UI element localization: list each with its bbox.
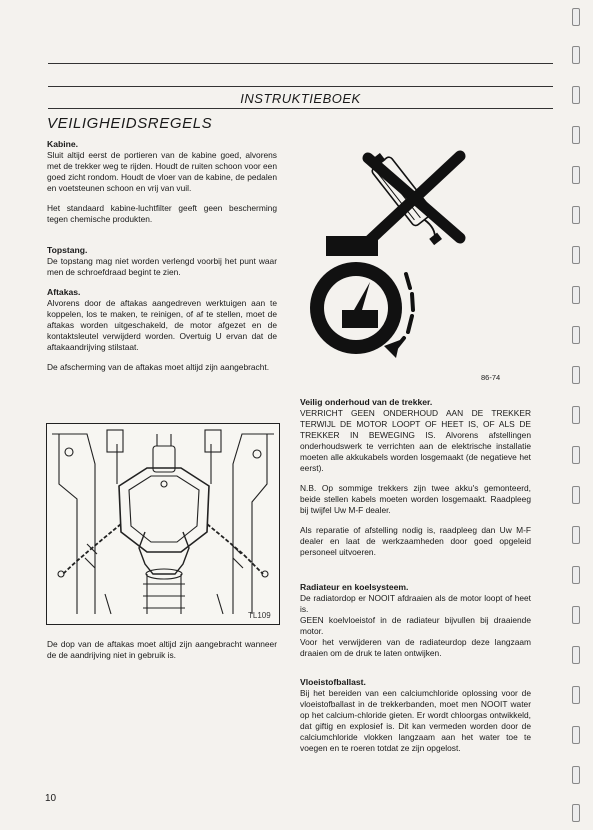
aftakas-heading: Aftakas.: [47, 287, 81, 297]
binder-tab: [572, 166, 580, 184]
binder-tab: [572, 566, 580, 584]
binder-tab: [572, 126, 580, 144]
topstang-heading: Topstang.: [47, 245, 88, 255]
page-number: 10: [45, 793, 57, 804]
radiateur-paragraph-2: GEEN koelvloeistof in de radiateur bijvullen bij draaiende motor.: [300, 615, 531, 636]
pto-cap-note: De dop van de aftakas moet altijd zijn aangebracht wanneer de de aandrijving niet in gebruik is.: [47, 639, 277, 660]
binder-tab: [572, 486, 580, 504]
binder-tab: [572, 606, 580, 624]
pto-shield-figure: [46, 423, 280, 625]
binder-tab: [572, 646, 580, 664]
onderhoud-paragraph-3: Als reparatie of afstelling nodig is, raadpleeg dan Uw M-F dealer en laat de werkzaamheden door goed opgeleid personeel uitvoeren.: [300, 525, 531, 557]
header-rule-upper: [48, 86, 553, 87]
binder-tab: [572, 286, 580, 304]
kabine-heading: Kabine.: [47, 139, 79, 149]
binder-tab: [572, 526, 580, 544]
binder-tab: [572, 46, 580, 64]
binder-tab: [572, 446, 580, 464]
topstang-paragraph: De topstang mag niet worden verlengd voorbij het punt waar men de schroefdraad begint te zien.: [47, 256, 277, 277]
aftakas-paragraph-2: De afscherming van de aftakas moet altijd zijn aangebracht.: [47, 362, 270, 372]
binder-tab: [572, 804, 580, 822]
rotating-shaft-icon: [298, 236, 438, 376]
binder-tab: [572, 366, 580, 384]
kabine-paragraph-1: Sluit altijd eerst de portieren van de kabine goed, alvorens met de trekker weg te rijden. Houdt de ruiten schoon voor een goed zicht rondom. Houdt de vloer van de kabine, de pedalen en voetsteunen schoon en vrij van vuil.: [47, 150, 277, 193]
section-title: VEILIGHEIDSREGELS: [47, 115, 213, 132]
header-rule-top: [48, 63, 553, 64]
onderhoud-paragraph-2: N.B. Op sommige trekkers zijn twee akku's gemonteerd, beide stellen kabels moeten worden losgemaakt. Raadpleeg bij twijfel Uw M-F dealer.: [300, 483, 531, 515]
onderhoud-paragraph-1: VERRICHT GEEN ONDERHOUD AAN DE TREKKER TERWIJL DE MOTOR LOOPT OF HEET IS, OF ALS DE TREKKER IN BEWEGING IS. Alvorens afstellingen onderhoudswerk te verrichten aan de elektrische installatie moeten alle akkukabels worden losgemaakt (de negatieve het eerst).: [300, 408, 531, 473]
radiateur-paragraph-3: Voor het verwijderen van de radiateurdop deze langzaam draaien om de druk te laten ontwijken.: [300, 637, 531, 658]
onderhoud-heading: Veilig onderhoud van de trekker.: [300, 397, 433, 407]
left-column: [47, 139, 277, 382]
binder-tab: [572, 206, 580, 224]
binder-tab: [572, 86, 580, 104]
header-rule-lower: [48, 108, 553, 109]
pto-figure-code: TL109: [248, 611, 271, 620]
binder-tab: [572, 326, 580, 344]
kabine-paragraph-2: Het standaard kabine-luchtfilter geeft geen bescherming tegen chemische produkten.: [47, 203, 277, 224]
binder-tab: [572, 246, 580, 264]
right-column: [300, 397, 531, 763]
aftakas-paragraph-1: Alvorens door de aftakas aangedreven werktuigen aan te koppelen, los te maken, te reinigen, of af te stellen, moet de aftakas worden uitgeschakeld, de motor afgezet en de kontaktsleutel verwijderd worden. Overtuig U ervan dat de aftakaandrijving stilstaat.: [47, 298, 277, 352]
binder-tab: [572, 406, 580, 424]
vloeistof-heading: Vloeistofballast.: [300, 677, 366, 687]
document-title: INSTRUKTIEBOEK: [240, 91, 361, 106]
radiateur-paragraph-1: De radiatordop er NOOIT afdraaien als de motor loopt of heet is.: [300, 593, 531, 614]
vloeistof-paragraph: Bij het bereiden van een calciumchloride oplossing voor de vloeistofballast in de trekkerbanden, moet men NOOIT water op het calcium-chloride gieten. Er wordt chloorgas ontwikkeld, dat giftig en explosief is. Dit kan vermeden worden door de calciumchloride vlokken langzaam aan het water toe te voegen en te roeren totdat ze zijn opgelost.: [300, 688, 531, 753]
radiateur-heading: Radiateur en koelsysteem.: [300, 582, 409, 592]
icon-figure-code: 86-74: [481, 373, 501, 382]
binder-tab: [572, 8, 580, 26]
binder-tab: [572, 726, 580, 744]
binder-tab: [572, 766, 580, 784]
pto-shield-illustration: [47, 424, 279, 624]
binder-tab: [572, 686, 580, 704]
left-bottom-note: [47, 639, 277, 670]
